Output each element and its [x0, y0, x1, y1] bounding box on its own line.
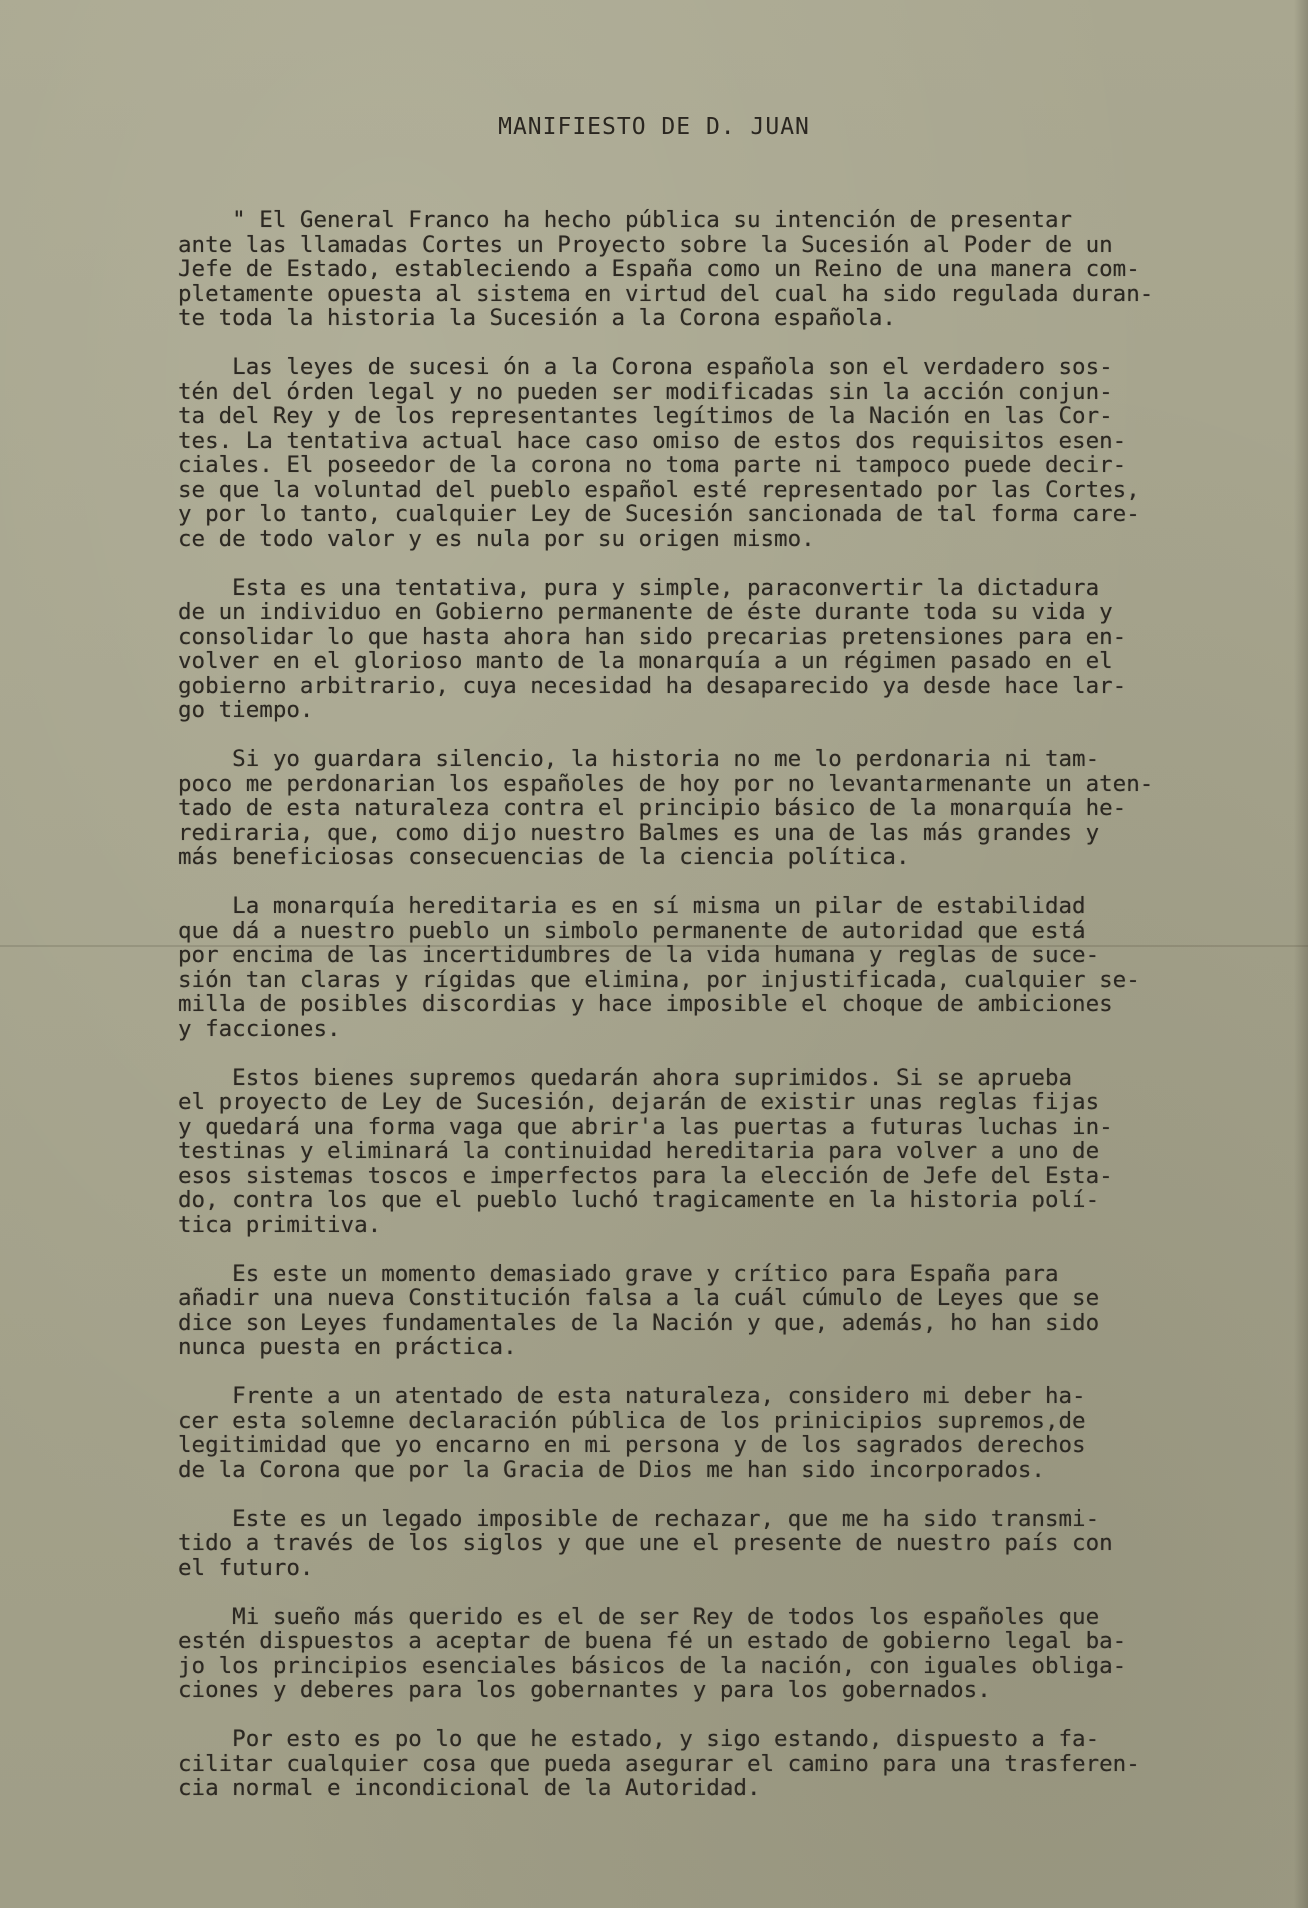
text-line: más beneficiosas consecuencias de la ciencia política. [178, 844, 910, 870]
text-line: que dá a nuestro pueblo un simbolo permanente de autoridad que está [178, 917, 1086, 944]
paragraph [178, 576, 1288, 723]
text-line: gobierno arbitrario, cuya necesidad ha desaparecido ya desde hace lar- [178, 672, 1127, 699]
text-line: jo los principios esenciales básicos de la nación, con iguales obliga- [178, 1652, 1127, 1679]
text-line: Las leyes de sucesi ón a la Corona española son el verdadero sos- [178, 354, 1113, 380]
text-line: tes. La tentativa actual hace caso omiso de estos dos requisitos esen- [178, 427, 1127, 454]
text-line: tido a través de los siglos y que une el presente de nuestro país con [178, 1530, 1113, 1556]
paragraph [178, 1507, 1288, 1581]
text-line: Si yo guardara silencio, la historia no me lo perdonaria ni tam- [178, 746, 1100, 772]
text-line: te toda la historia la Sucesión a la Corona española. [178, 305, 896, 331]
paragraph [178, 747, 1288, 870]
document-title: MANIFIESTO DE D. JUAN [498, 114, 810, 140]
paragraph [178, 1066, 1288, 1238]
text-line: y por lo tanto, cualquier Ley de Sucesión sancionada de tal forma care- [178, 501, 1140, 527]
text-line: Jefe de Estado, estableciendo a España como un Reino de una manera com- [178, 256, 1140, 282]
text-line: de la Corona que por la Gracia de Dios me han sido incorporados. [178, 1456, 1045, 1483]
text-line: cer esta solemne declaración pública de los prinicipios supremos,de [178, 1407, 1086, 1434]
text-line: rediraria, que, como dijo nuestro Balmes es una de las más grandes y [178, 819, 1100, 846]
paragraph [178, 1605, 1288, 1703]
text-line: el futuro. [178, 1554, 314, 1581]
text-line: dice son Leyes fundamentales de la Nación y que, además, ho han sido [178, 1309, 1100, 1336]
text-line: Por esto es po lo que he estado, y sigo estando, dispuesto a fa- [178, 1726, 1100, 1752]
text-line: Esta es una tentativa, pura y simple, paraconvertir la dictadura [178, 574, 1100, 601]
text-line: y quedará una forma vaga que abrir'a las puertas a futuras luchas in- [178, 1113, 1113, 1140]
text-line: cia normal e incondicional de la Autoridad. [178, 1775, 761, 1801]
text-line: sión tan claras y rígidas que elimina, por injustificada, cualquier se- [178, 966, 1140, 993]
paper-edge-shadow [1294, 0, 1308, 1908]
text-line: do, contra los que el pueblo luchó tragicamente en la historia polí- [178, 1187, 1100, 1213]
text-line: Mi sueño más querido es el de ser Rey de todos los españoles que [178, 1603, 1100, 1630]
text-line: estén dispuestos a aceptar de buena fé un estado de gobierno legal ba- [178, 1628, 1127, 1654]
text-line: volver en el glorioso manto de la monarquía a un régimen pasado en el [178, 648, 1113, 674]
text-line: Frente a un atentado de esta naturaleza, considero mi deber ha- [178, 1383, 1086, 1409]
text-line: nunca puesta en práctica. [178, 1334, 517, 1360]
paragraph [178, 208, 1288, 331]
text-line: La monarquía hereditaria es en sí misma un pilar de estabilidad [178, 893, 1086, 919]
text-line: tado de esta naturaleza contra el principio básico de la monarquía he- [178, 795, 1127, 821]
text-line: ta del Rey y de los representantes legítimos de la Nación en las Cor- [178, 403, 1113, 429]
text-line: Es este un momento demasiado grave y crítico para España para [178, 1260, 1059, 1287]
text-line: tén del órden legal y no pueden ser modificadas sin la acción conjun- [178, 378, 1113, 405]
text-line: " El General Franco ha hecho pública su intención de presentar [178, 207, 1073, 233]
text-line: esos sistemas toscos e imperfectos para la elección de Jefe del Esta- [178, 1162, 1113, 1189]
text-line: ciales. El poseedor de la corona no toma parte ni tampoco puede decir- [178, 452, 1127, 478]
text-line: go tiempo. [178, 697, 314, 723]
text-line: poco me perdonarian los españoles de hoy por no levantarmenante un aten- [178, 770, 1154, 797]
text-line: Estos bienes supremos quedarán ahora suprimidos. Si se aprueba [178, 1064, 1073, 1091]
text-line: testinas y eliminará la continuidad hereditaria para volver a uno de [178, 1138, 1100, 1164]
text-line: Este es un legado imposible de rechazar, que me ha sido transmi- [178, 1505, 1100, 1532]
paragraph [178, 1384, 1288, 1482]
paragraph [178, 355, 1288, 551]
text-line: el proyecto de Ley de Sucesión, dejarán de existir unas reglas fijas [178, 1089, 1100, 1115]
text-line: se que la voluntad del pueblo español esté representado por las Cortes, [178, 476, 1140, 503]
text-line: añadir una nueva Constitución falsa a la cuál cúmulo de Leyes que se [178, 1285, 1100, 1311]
text-line: por encima de las incertidumbres de la vida humana y reglas de suce- [178, 942, 1100, 968]
text-line: cilitar cualquier cosa que pueda asegurar el camino para una trasferen- [178, 1750, 1140, 1777]
text-line: legitimidad que yo encarno en mi persona y de los sagrados derechos [178, 1432, 1086, 1458]
paragraph [178, 894, 1288, 1041]
text-line: y facciones. [178, 1015, 341, 1042]
text-line: de un individuo en Gobierno permanente de éste durante toda su vida y [178, 599, 1113, 625]
text-line: ante las llamadas Cortes un Proyecto sobre la Sucesión al Poder de un [178, 231, 1113, 258]
text-line: consolidar lo que hasta ahora han sido precarias pretensiones para en- [178, 623, 1127, 650]
text-line: milla de posibles discordias y hace imposible el choque de ambiciones [178, 991, 1113, 1017]
text-line: pletamente opuesta al sistema en virtud del cual ha sido regulada duran- [178, 280, 1154, 307]
text-line: ciones y deberes para los gobernantes y para los gobernados. [178, 1677, 991, 1703]
paragraph [178, 1727, 1288, 1801]
text-line: ce de todo valor y es nula por su origen mismo. [178, 525, 815, 552]
paragraph [178, 1262, 1288, 1360]
document-body [178, 208, 1288, 1825]
text-line: tica primitiva. [178, 1211, 382, 1238]
